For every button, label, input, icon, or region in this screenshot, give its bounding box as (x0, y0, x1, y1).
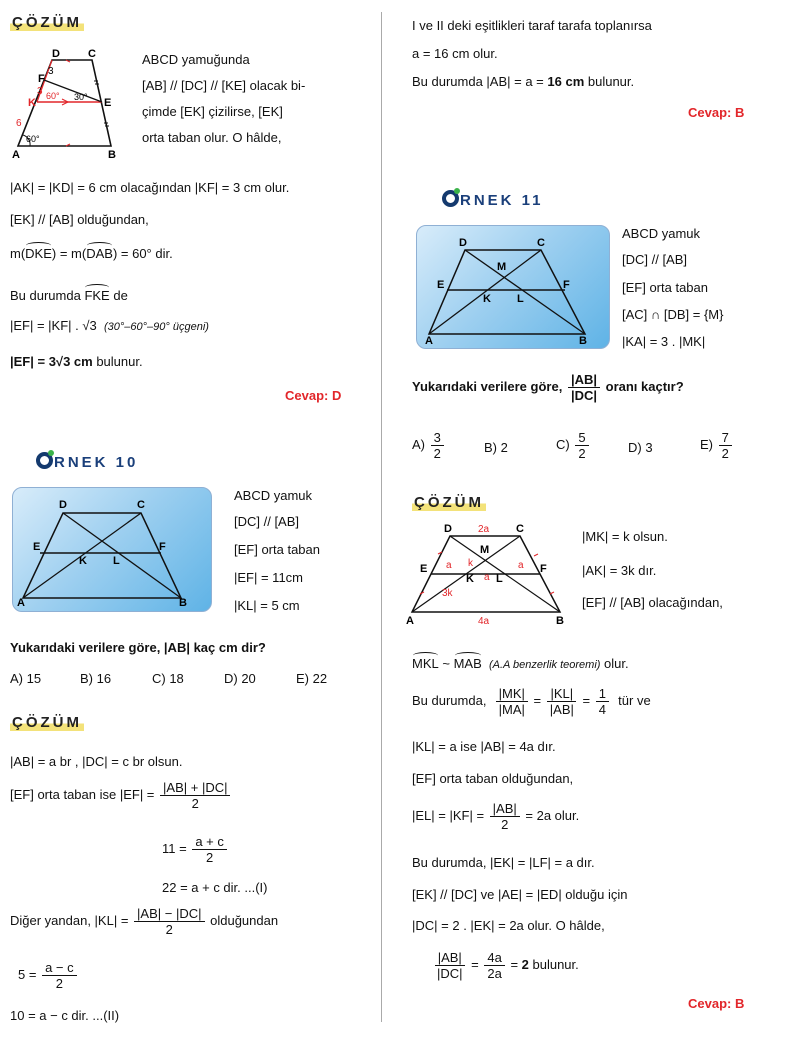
sol2-line: 10 = a − c dir. ...(II) (10, 1008, 120, 1023)
sol1-line: |EF| = |KF| . √3 (30°–60°–90° üçgeni) (10, 318, 209, 333)
length-label: a (484, 572, 490, 583)
option-a: A) $\frac{3}{2}$ (412, 430, 446, 461)
sol1-line: Bu durumda FKE de (10, 284, 128, 303)
vertex-F: F (540, 563, 547, 575)
sol3-line: [EF] orta taban olduğundan, (412, 771, 574, 786)
fraction: $\frac{|AB|}{|DC|}$ (568, 372, 600, 403)
vertex-F: F (159, 541, 166, 553)
sol3-line: [EK] // [DC] ve |AE| = |ED| olduğu için (412, 887, 628, 902)
length-label: 6 (16, 118, 22, 129)
sol3-text: [EF] // [AB] olacağından, (582, 595, 723, 610)
vertex-A: A (17, 597, 25, 609)
arc-symbol: MKL (412, 652, 439, 671)
option-b: B) 2 (484, 440, 508, 455)
vertex-B: B (108, 149, 116, 161)
sol3-result: $\frac{|AB|}{|DC|}$ = $\frac{4a}{2a}$ = 2 bulunur. (432, 950, 579, 981)
solution-heading: ÇÖZÜM (414, 494, 484, 511)
sol1-line: [EK] // [AB] olduğundan, (10, 212, 149, 227)
sol1-line: |AK| = |KD| = 6 cm olacağından |KF| = 3 cm olur. (10, 180, 290, 195)
sol1-text: ABCD yamuğunda (142, 52, 250, 67)
sol2-line: 22 = a + c dir. ...(I) (162, 880, 268, 895)
angle-label: 60° (26, 134, 40, 144)
vertex-M: M (497, 261, 507, 273)
option-c: C) 18 (152, 671, 184, 686)
sol1-text: çimde [EK] çizilirse, [EK] (142, 104, 283, 119)
given-text: [EF] orta taban (622, 280, 708, 295)
question-text: Yukarıdaki verilere göre, $\frac{|AB|}{|DC|}$ oranı kaçtır? (412, 372, 684, 403)
vertex-K: K (79, 555, 87, 567)
answer-label: Cevap: D (285, 388, 342, 403)
o-bullet-icon (36, 452, 53, 469)
vertex-B: B (579, 335, 587, 347)
arc-symbol: DKE (25, 242, 52, 261)
column-divider (381, 12, 382, 1022)
vertex-D: D (459, 237, 467, 249)
o-bullet-icon (442, 190, 459, 207)
given-text: |KA| = 3 . |MK| (622, 334, 706, 349)
vertex-A: A (12, 149, 20, 161)
option-d: D) 20 (224, 671, 256, 686)
vertex-C: C (516, 523, 524, 535)
vertex-E: E (33, 541, 41, 553)
fraction: $\frac{a - c}{2}$ (42, 960, 77, 991)
vertex-B: B (179, 597, 187, 609)
option-e: E) $\frac{7}{2}$ (700, 430, 734, 461)
fraction: $\frac{a + c}{2}$ (192, 834, 227, 865)
question-text: Yukarıdaki verilere göre, |AB| kaç cm dir? (10, 640, 266, 655)
trapezoid-figure-3 (404, 520, 574, 626)
sol3-line: MKL ~ MAB (A.A benzerlik teoremi) olur. (412, 652, 629, 671)
arc-symbol: MAB (454, 652, 482, 671)
sol3-line: Bu durumda, |EK| = |LF| = a dır. (412, 855, 595, 870)
vertex-K: K (28, 97, 36, 109)
sol3-line: |KL| = a ise |AB| = 4a dır. (412, 739, 556, 754)
length-label: k (468, 558, 473, 569)
given-text: [EF] orta taban (234, 542, 320, 557)
solution-heading: ÇÖZÜM (12, 14, 82, 31)
answer-label: Cevap: B (688, 105, 745, 120)
sol2-line: [EF] orta taban ise |EF| = $\frac{|AB| + |DC|}{2}$ (10, 780, 232, 811)
given-text: ABCD yamuk (234, 488, 313, 503)
vertex-M: M (480, 544, 490, 556)
option-d: D) 3 (628, 440, 653, 455)
length-label: 3 (48, 66, 54, 77)
length-label: 4a (478, 616, 490, 626)
vertex-E: E (420, 563, 428, 575)
option-b: B) 16 (80, 671, 112, 686)
arc-symbol: FKE (84, 284, 109, 303)
vertex-F: F (38, 73, 45, 85)
text-line: a = 16 cm olur. (412, 46, 498, 61)
fraction: $\frac{|AB| + |DC|}{2}$ (160, 780, 230, 811)
vertex-L: L (113, 555, 120, 567)
fraction: $\frac{|AB| - |DC|}{2}$ (134, 906, 204, 937)
angle-label: 30° (74, 92, 88, 102)
vertex-D: D (52, 48, 60, 60)
vertex-E: E (437, 279, 445, 291)
vertex-C: C (88, 48, 96, 60)
sol3-line: |EL| = |KF| = $\frac{|AB|}{2}$ = 2a olur. (412, 801, 580, 832)
figure-box (416, 225, 610, 349)
sol1-angle-line: m(DKE) = m(DAB) = 60° dir. (10, 242, 173, 261)
vertex-K: K (483, 293, 491, 305)
example-heading: RNEK 10 (36, 452, 138, 471)
arc-symbol: DAB (86, 242, 113, 261)
given-text: |EF| = 11cm (234, 570, 304, 585)
trapezoid-figure-1 (8, 48, 138, 166)
text-line: Bu durumda |AB| = a = 16 cm bulunur. (412, 74, 635, 89)
vertex-A: A (425, 335, 433, 347)
option-c: C) $\frac{5}{2}$ (556, 430, 591, 461)
vertex-C: C (537, 237, 545, 249)
sol2-line: Diğer yandan, |KL| = $\frac{|AB| - |DC|}{2}$ olduğundan (10, 906, 279, 937)
given-text: |KL| = 5 cm (234, 598, 300, 613)
vertex-L: L (517, 293, 524, 305)
given-text: ABCD yamuk (622, 226, 701, 241)
vertex-C: C (137, 499, 145, 511)
length-label: 2a (478, 524, 490, 535)
text-line: I ve II deki eşitlikleri taraf tarafa toplanırsa (412, 18, 652, 33)
sol1-result: |EF| = 3√3 cm bulunur. (10, 354, 143, 369)
sol1-text: [AB] // [DC] // [KE] olacak bi- (142, 78, 306, 93)
vertex-D: D (59, 499, 67, 511)
length-label: 3 (37, 86, 43, 97)
vertex-K: K (466, 573, 474, 585)
given-text: [AC] ∩ [DB] = {M} (622, 307, 724, 322)
sol3-line: Bu durumda, $\frac{|MK|}{|MA|}$ = $\frac{|KL|}{|AB|}$ = $\frac{1}{4}$ tür ve (412, 686, 651, 717)
option-a: A) 15 (10, 671, 42, 686)
length-label: a (518, 560, 524, 571)
vertex-A: A (406, 615, 414, 626)
vertex-F: F (563, 279, 570, 291)
answer-label: Cevap: B (688, 996, 745, 1011)
given-text: [DC] // [AB] (622, 252, 688, 267)
length-label: 3k (442, 588, 453, 599)
vertex-B: B (556, 615, 564, 626)
vertex-L: L (496, 573, 503, 585)
figure-box (12, 487, 212, 612)
option-e: E) 22 (296, 671, 328, 686)
sol2-line: 5 = $\frac{a - c}{2}$ (18, 960, 79, 991)
sol3-line: |DC| = 2 . |EK| = 2a olur. O hâlde, (412, 918, 605, 933)
sol2-line: 11 = $\frac{a + c}{2}$ (162, 834, 229, 865)
vertex-E: E (104, 97, 112, 109)
sol3-text: |AK| = 3k dır. (582, 563, 657, 578)
sol3-text: |MK| = k olsun. (582, 529, 668, 544)
sol2-line: |AB| = a br , |DC| = c br olsun. (10, 754, 183, 769)
solution-heading: ÇÖZÜM (12, 714, 82, 731)
angle-label: 60° (46, 91, 60, 101)
length-label: a (446, 560, 452, 571)
vertex-D: D (444, 523, 452, 535)
given-text: [DC] // [AB] (234, 514, 300, 529)
sol1-text: orta taban olur. O hâlde, (142, 130, 282, 145)
example-heading: RNEK 11 (442, 190, 544, 209)
